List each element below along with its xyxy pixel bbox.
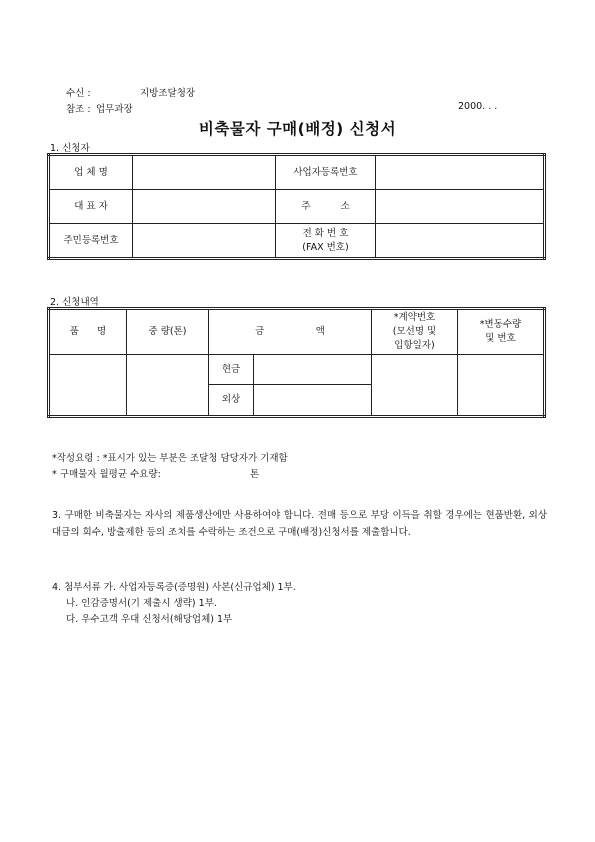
recipient-label: 수신 :: [66, 88, 91, 99]
business-reg-label: 사업자등록번호: [276, 155, 376, 190]
change-label-line2: 및 번호: [485, 333, 516, 344]
credit-field[interactable]: [254, 385, 372, 417]
weight-label: 중 량(톤): [127, 309, 209, 355]
fax-label: (FAX 번호): [302, 241, 349, 253]
monthly-demand-label: * 구매물자 월평균 수요량:: [52, 469, 161, 480]
date-field: 2000. . .: [458, 101, 498, 112]
phone-label: 전 화 번 호: [302, 227, 349, 239]
item-label: 품 명: [49, 309, 127, 355]
business-reg-field[interactable]: [376, 155, 545, 190]
request-table: [47, 307, 546, 418]
address-field[interactable]: [376, 190, 545, 224]
cash-label: 현금: [209, 355, 254, 385]
address-label: 주 소: [276, 190, 376, 224]
company-field[interactable]: [133, 155, 276, 190]
item-field[interactable]: [49, 355, 127, 417]
ceo-label: 대 표 자: [49, 190, 133, 224]
phone-field[interactable]: [376, 224, 545, 259]
phone-fax-label: [276, 224, 376, 259]
section2-heading: 2. 신청내역: [50, 297, 99, 308]
attachment-line-3: 다. 우수고객 우대 신청서(해당업체) 1부: [66, 614, 233, 625]
change-label-line1: *변동수량: [479, 319, 522, 331]
credit-label: 외상: [209, 385, 254, 417]
contract-field[interactable]: [372, 355, 458, 417]
weight-field[interactable]: [127, 355, 209, 417]
amount-label: 금 액: [209, 309, 372, 355]
ceo-field[interactable]: [133, 190, 276, 224]
company-label: 업 체 명: [49, 155, 133, 190]
applicant-table: [47, 153, 546, 260]
writing-guide-note: *작성요령 : *표시가 있는 부분은 조달청 담당자가 기재함: [52, 453, 288, 464]
contract-label-line2: (모선명 및: [392, 326, 437, 338]
attachment-line-1: 4. 첨부서류 가. 사업자등록증(증명원) 사본(신규업체) 1부.: [52, 582, 296, 593]
change-label: [458, 309, 545, 355]
cash-field[interactable]: [254, 355, 372, 385]
change-field[interactable]: [458, 355, 545, 417]
recipient-value: 지방조달청장: [140, 88, 196, 99]
section1-heading: 1. 신청자: [50, 143, 90, 154]
pledge-paragraph: 3. 구매한 비축물자는 자사의 제품생산에만 사용하여야 합니다. 전매 등으로 부당 이득을 취할 경우에는 현품반환, 외상대금의 회수, 방출제한 등의 조치를 수락하는 조건으로 구매(배정)신청서를 제출합니다.: [52, 510, 547, 538]
contract-label-line3: 입항일자): [394, 339, 435, 351]
attachment-line-2: 나. 인감증명서(기 제출시 생략) 1부.: [66, 598, 217, 609]
page-title: 비축물자 구매(배정) 신청서: [198, 120, 397, 138]
resident-reg-label: 주민등록번호: [49, 224, 133, 259]
contract-label: [372, 309, 458, 355]
reference-label: 참조 :: [66, 104, 91, 115]
resident-reg-field[interactable]: [133, 224, 276, 259]
reference-value: 업무과장: [96, 104, 133, 115]
contract-label-line1: *계약번호: [393, 312, 436, 324]
monthly-demand-unit: 톤: [250, 469, 260, 480]
